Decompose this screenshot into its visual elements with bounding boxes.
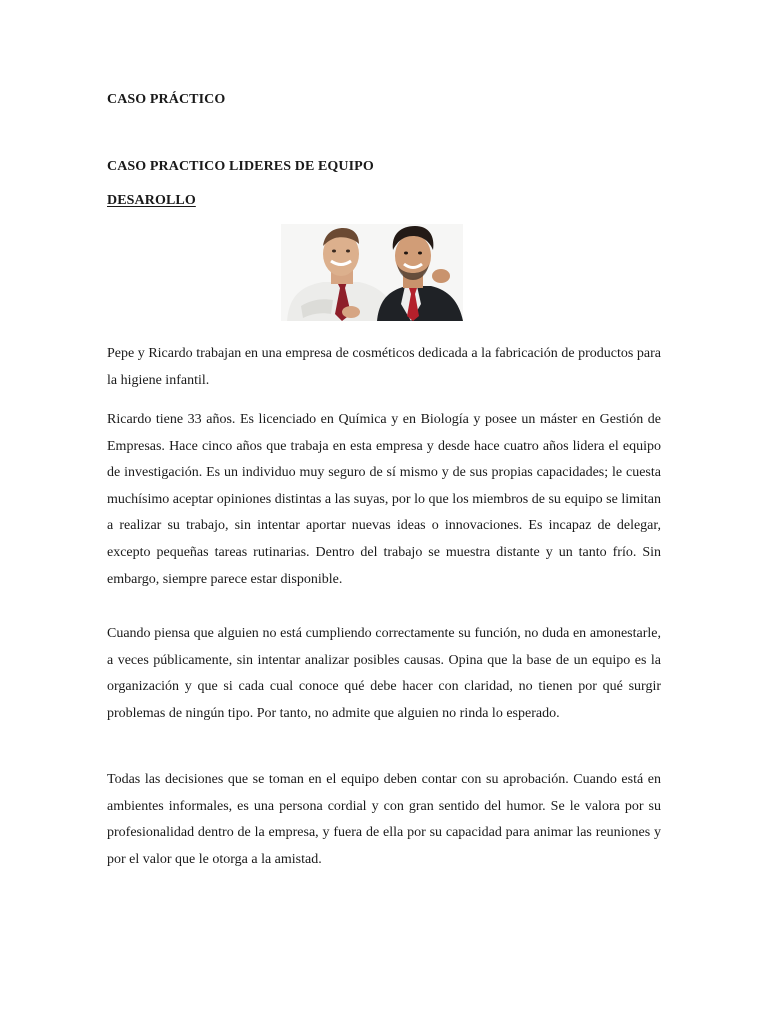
case-title: CASO PRÁCTICO <box>107 92 226 107</box>
paragraph-ricardo-profile: Ricardo tiene 33 años. Es licenciado en Química y en Biología y posee un máster en Gestión de Empresas. Hace cinco años que trabaja en esta empresa y desde hace cuatro años lidera el equipo de investigación. Es un individuo muy seguro de sí mismo y de sus propias capacidades; le cuesta muchísimo aceptar opiniones distintas a las suyas, por lo que los miembros de su equipo se limitan a realizar su trabajo, sin intentar aportar nuevas ideas o innovaciones. Es incapaz de delegar, excepto pequeñas tareas rutinarias. Dentro del trabajo se muestra distante y un tanto frío. Sin embargo, siempre parece estar disponible. <box>107 412 661 587</box>
paragraph-ricardo-decisions: Todas las decisiones que se toman en el equipo deben contar con su aprobación. Cuando está en ambientes informales, es una persona cordial y con gran sentido del humor. Se le valora por su profesionalidad dentro de la empresa, y fuera de ella por su capacidad para animar las reuniones y por el valor que le otorga a la amistad. <box>107 772 661 867</box>
section-heading-desarollo: DESAROLLO <box>107 193 196 208</box>
paragraph-intro: Pepe y Ricardo trabajan en una empresa de cosméticos dedicada a la fabricación de productos para la higiene infantil. <box>107 346 661 388</box>
case-subtitle: CASO PRACTICO LIDERES DE EQUIPO <box>107 159 374 174</box>
two-businessmen-photo <box>281 224 463 321</box>
paragraph-ricardo-management: Cuando piensa que alguien no está cumpliendo correctamente su función, no duda en amonestarle, a veces públicamente, sin intentar analizar posibles causas. Opina que la base de un equipo es la organización y que si cada cual conoce qué debe hacer con claridad, no tienen por qué surgir problemas de ningún tipo. Por tanto, no admite que alguien no rinda lo esperado. <box>107 626 661 721</box>
